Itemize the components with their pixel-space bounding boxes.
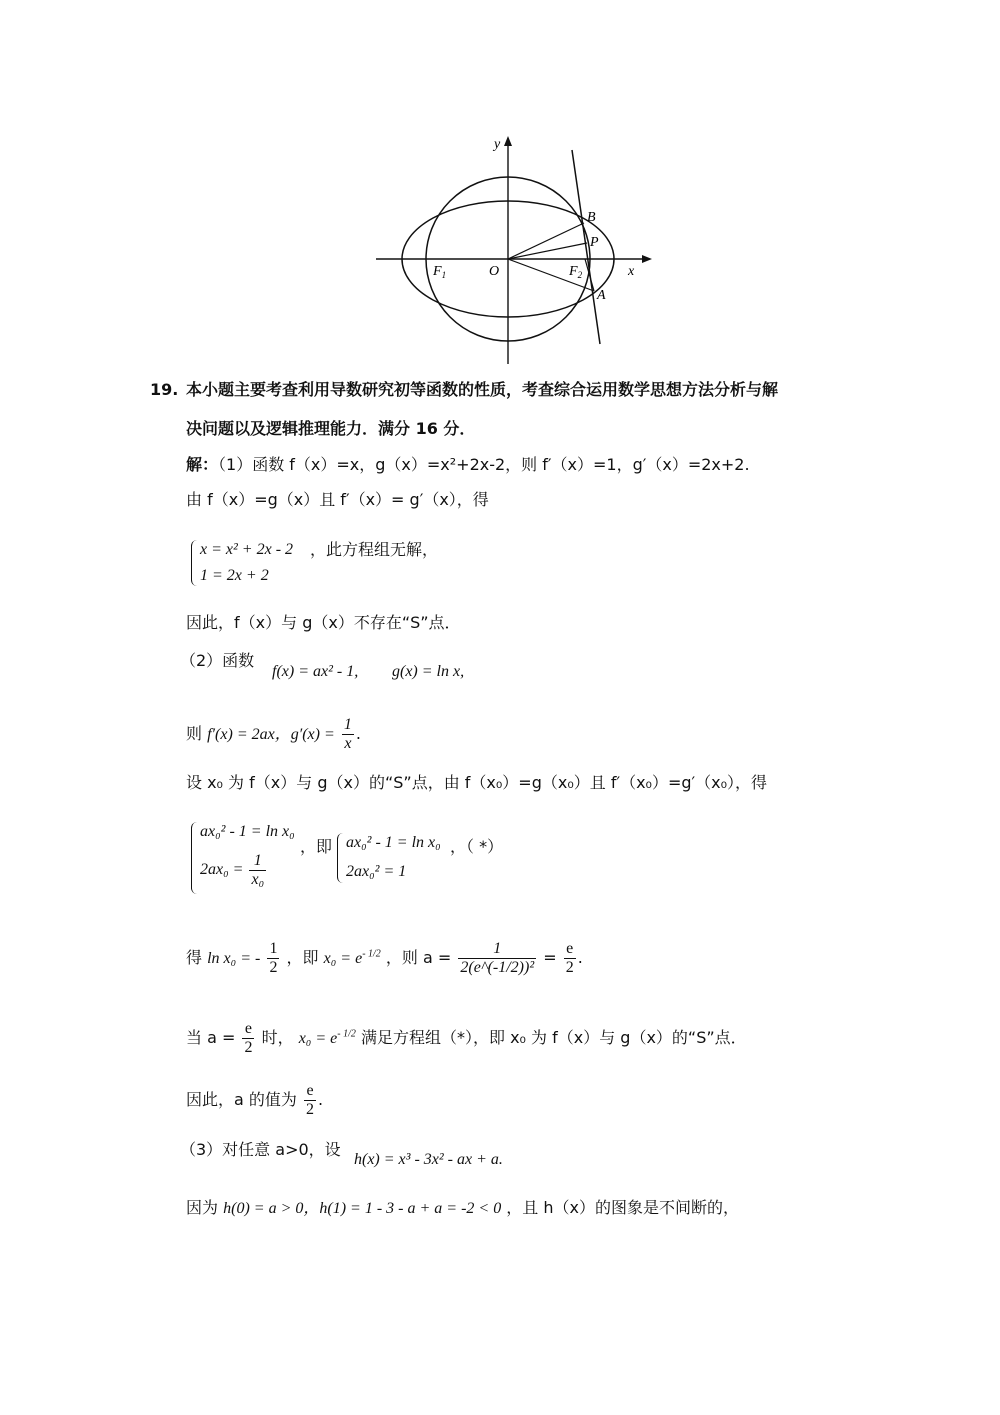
solution-line-5: 则 f′(x) = 2ax，g′(x) = $\frac{1}{x}$ . [186, 716, 361, 752]
system-3-star: ，（ *） [450, 837, 504, 856]
question-intro-line2: 决问题以及逻辑推理能力．满分 16 分． [186, 419, 476, 438]
system-3-row-2: 2ax₀² = 1 [346, 863, 407, 880]
system-2-row-1: ax₀² - 1 = ln x₀ [200, 823, 295, 840]
segment-OP [508, 243, 587, 259]
x-axis-arrow [642, 255, 652, 263]
label-O: O [489, 264, 500, 279]
fraction-1-over-x0: $\frac{1}{\text{x₀}}$ [251, 852, 265, 888]
system-2-connector: ，即 [300, 837, 333, 856]
label-x: x [628, 264, 635, 279]
part1-text: （1）函数 f（x）=x，g（x）=x²+2x-2，则 f′（x）=1，g′（x）=2x+2. [218, 455, 750, 474]
solution-line-10-label: （3）对任意 a>0，设 [180, 1140, 341, 1159]
solution-line-4-label: （2）函数 [180, 651, 255, 670]
x0-equals-e: x₀ = e [323, 950, 363, 967]
fraction-e-over-2-b: $\frac{e}{2}$ [244, 1020, 253, 1056]
system-1-row-1: x = x² + 2x - 2 [200, 541, 294, 558]
fraction-one-half: $\frac{1}{2}$ [269, 940, 278, 976]
line-5-derivatives: f′(x) = 2ax，g′(x) = [207, 726, 335, 743]
line-5-prefix: 则 [186, 724, 203, 743]
ln-x0-expression: ln x₀ = - [207, 950, 261, 967]
label-P: P [590, 235, 599, 250]
system-1-row-2: 1 = 2x + 2 [200, 567, 269, 584]
label-y: y [494, 137, 501, 152]
fraction-a-value: $\frac{1}{\text{2(e\textasciicircum{}(-1/2))²}}$ [460, 940, 535, 976]
solution-line-11: 因为 h(0) = a > 0，h(1) = 1 - 3 - a + a = -2 < 0 ，且 h（x）的图象是不间断的， [186, 1198, 739, 1217]
solution-line-9: 因此，a 的值为 $\frac{e}{2}$ . [186, 1082, 324, 1118]
question-number: 19. [150, 380, 179, 399]
solution-line-1 [186, 455, 750, 475]
solution-line-3: 因此，f（x）与 g（x）不存在“S”点． [186, 613, 461, 632]
solution-line-6: 设 x₀ 为 f（x）与 g（x）的“S”点，由 f（x₀）=g（x₀）且 f′（x₀）=g′（x₀），得 [186, 773, 768, 792]
fraction-e-over-2: $\frac{e}{2}$ [565, 940, 574, 976]
question-intro-line1: 本小题主要考查利用导数研究初等函数的性质，考查综合运用数学思想方法分析与解 [186, 380, 779, 399]
label-F2: $F_2$ [569, 264, 583, 280]
solution-line-8: 当 a = $\frac{e}{2}$ 时， $x_0 = e^{- 1/2}$ 满足方程组（*），即 x₀ 为 f（x）与 g（x）的“S”点． [186, 1020, 747, 1056]
fraction-1-over-x: $\frac{1}{x}$ [343, 716, 352, 752]
system-3-brace [337, 833, 344, 883]
solution-line-2: 由 f（x）=g（x）且 f′（x）= g′（x），得 [186, 490, 489, 509]
system-3-row-1: ax₀² - 1 = ln x₀ [346, 834, 441, 851]
solution-label: 解： [186, 455, 219, 474]
solution-line-4-g: g(x) = ln x, [392, 663, 465, 680]
y-axis-arrow [504, 136, 512, 146]
solution-line-7: 得 ln x₀ = - $\frac{1}{2}$ ，即 $x_0 = e^{- 1/2}$ ，则 a = $\frac{1}{\text{2(e\textasciicircum{}(-1/2))²}}$ = $\frac{e}{2}$ . [186, 940, 583, 976]
solution-line-10-h: h(x) = x³ - 3x² - ax + a. [354, 1151, 503, 1168]
system-1-note: ，此方程组无解， [310, 540, 439, 559]
solution-line-4-f: f(x) = ax² - 1, [272, 663, 359, 680]
label-B: B [587, 210, 596, 225]
label-F1: $F_1$ [433, 264, 447, 280]
segment-OB [508, 223, 584, 259]
fraction-e-over-2-c: $\frac{e}{2}$ [306, 1082, 314, 1118]
system-2-brace [191, 822, 198, 894]
h-values: h(0) = a > 0，h(1) = 1 - 3 - a + a = -2 < 0 [223, 1200, 502, 1217]
system-2-row-2: 2ax₀ = $\frac{1}{\text{x₀}}$ [200, 852, 265, 888]
system-1-brace [191, 540, 198, 586]
label-A: A [597, 288, 606, 303]
geometry-figure [370, 128, 660, 368]
